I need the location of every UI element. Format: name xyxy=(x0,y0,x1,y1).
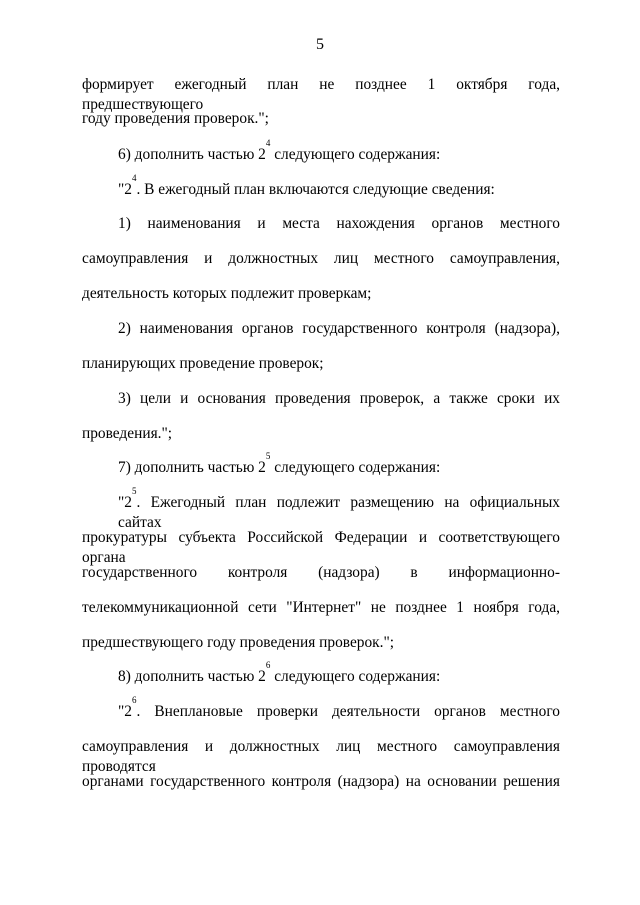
text: следующего содержания: xyxy=(270,668,441,685)
text: . Внеплановые проверки деятельности органов местного xyxy=(136,703,560,720)
text-line: государственного контроля (надзора) в информационно- xyxy=(82,564,560,581)
text: 7) дополнить частью 2 xyxy=(118,459,266,476)
text-line: самоуправления и должностных лиц местного самоуправления проводятся xyxy=(82,738,560,775)
text-line: предшествующего году проведения проверок."; xyxy=(82,634,395,651)
text-line: году проведения проверок."; xyxy=(82,110,269,127)
text: 8) дополнить частью 2 xyxy=(118,668,266,685)
superscript: 5 xyxy=(131,486,137,496)
page-number: 5 xyxy=(316,36,324,53)
text-line: формирует ежегодный план не позднее 1 октября года, предшествующего xyxy=(82,76,560,113)
text-line xyxy=(118,173,560,200)
text-line xyxy=(118,486,560,533)
text-line: 3) цели и основания проведения проверок, а также сроки их xyxy=(118,390,560,407)
text-line: прокуратуры субъекта Российской Федерации и соответствующего органа xyxy=(82,529,560,566)
text-line: 1) наименования и места нахождения органов местного xyxy=(118,215,560,232)
text: "2 xyxy=(118,181,132,198)
text-line: самоуправления и должностных лиц местного самоуправления, xyxy=(82,250,560,267)
text: "2 xyxy=(118,494,132,511)
text-line: деятельность которых подлежит проверкам; xyxy=(82,285,372,302)
text-line: органами государственного контроля (надзора) на основании решения xyxy=(82,773,560,790)
text: . Ежегодный план подлежит размещению на официальных сайтах xyxy=(118,494,560,531)
text: . В ежегодный план включаются следующие сведения: xyxy=(136,181,495,198)
text: следующего содержания: xyxy=(270,146,441,163)
text-line: планирующих проведение проверок; xyxy=(82,355,324,372)
superscript: 4 xyxy=(265,138,271,148)
text: 6) дополнить частью 2 xyxy=(118,146,266,163)
text-line-amendment-6 xyxy=(118,138,560,165)
text: следующего содержания: xyxy=(270,459,441,476)
text-line xyxy=(118,695,560,722)
text-line: телекоммуникационной сети "Интернет" не позднее 1 ноября года, xyxy=(82,599,560,616)
text-line-amendment-7 xyxy=(118,451,560,478)
superscript: 6 xyxy=(131,695,137,705)
superscript: 6 xyxy=(265,660,271,670)
text-line: 2) наименования органов государственного контроля (надзора), xyxy=(118,320,560,337)
text: "2 xyxy=(118,703,132,720)
text-line-amendment-8 xyxy=(118,660,560,687)
text-line: проведения."; xyxy=(82,425,173,442)
superscript: 5 xyxy=(265,451,271,461)
superscript: 4 xyxy=(131,173,137,183)
